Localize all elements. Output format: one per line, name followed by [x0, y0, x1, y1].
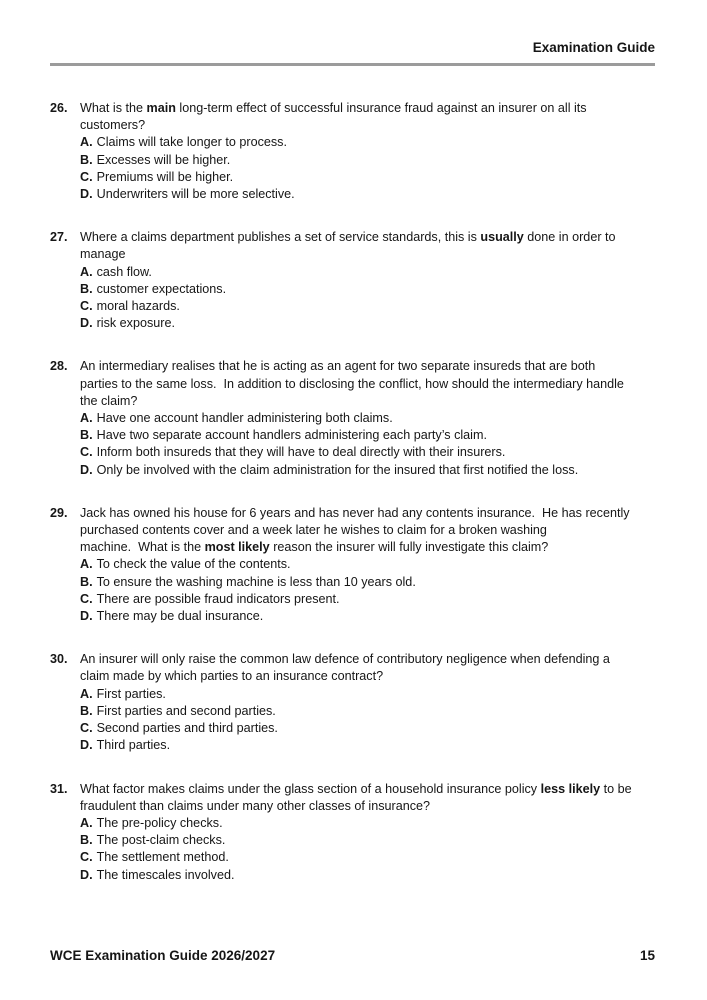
question: [50, 229, 655, 332]
question-text-line: [80, 798, 655, 815]
option-row: [80, 410, 655, 427]
question-text-line: [80, 522, 655, 539]
option-row: [80, 737, 655, 754]
header-title: Examination Guide: [532, 40, 655, 55]
option-letter: B.: [80, 428, 93, 443]
option-row: [80, 608, 655, 625]
option-letter: A.: [80, 135, 93, 150]
question: [50, 651, 655, 754]
question-text-segment: An insurer will only raise the common law defence of contributory negligence when defending a: [80, 652, 610, 667]
option-text: First parties.: [96, 686, 166, 701]
option-row: [80, 832, 655, 849]
option-text: There are possible fraud indicators present.: [96, 591, 340, 606]
option-letter: B.: [80, 281, 93, 296]
option-letter: C.: [80, 299, 93, 314]
option-row: [80, 186, 655, 203]
option-row: [80, 849, 655, 866]
option-text: The post-claim checks.: [96, 833, 226, 848]
option-text: To ensure the washing machine is less than 10 years old.: [96, 574, 416, 589]
questions: [50, 100, 655, 884]
option-text: Excesses will be higher.: [96, 152, 231, 167]
question-text-segment: What is the: [80, 101, 147, 115]
option-text: There may be dual insurance.: [96, 609, 264, 624]
option-row: [80, 169, 655, 186]
question-text-segment: done in order to: [523, 230, 616, 245]
question-text-segment: Where a claims department publishes a set of service standards, this is: [80, 230, 481, 245]
option-letter: C.: [80, 169, 93, 184]
footer-text: WCE Examination Guide 2026/2027: [50, 948, 276, 963]
question-text-segment: most likely: [204, 540, 270, 555]
option-letter: A.: [80, 411, 93, 426]
option-text: customer expectations.: [96, 281, 227, 296]
option-text: Third parties.: [96, 738, 171, 753]
question-body: [80, 358, 655, 478]
question-number: 30.: [50, 652, 68, 667]
header-rule-divider: [50, 63, 655, 66]
option-row: [80, 315, 655, 332]
option-letter: D.: [80, 609, 93, 624]
option-text: Claims will take longer to process.: [96, 135, 287, 150]
question-text-line: [80, 393, 655, 410]
question: [50, 358, 655, 478]
question-text-line: [80, 505, 655, 522]
page-number: 15: [639, 948, 655, 963]
question: [50, 100, 655, 203]
question-number: 29.: [50, 505, 68, 520]
option-letter: B.: [80, 574, 93, 589]
question-text-segment: machine. What is the: [80, 540, 205, 555]
option-letter: A.: [80, 264, 93, 279]
question-text-line: [80, 668, 655, 685]
option-text: Underwriters will be more selective.: [96, 187, 295, 202]
question-text-segment: long-term effect of successful insurance fraud against an insurer on all its: [175, 101, 587, 115]
option-row: [80, 444, 655, 461]
question-text-line: [80, 117, 655, 134]
option-letter: C.: [80, 850, 93, 865]
option-row: [80, 867, 655, 884]
page-footer: [50, 948, 655, 963]
question-text-segment: the claim?: [80, 393, 138, 408]
question-number: 31.: [50, 781, 68, 796]
option-row: [80, 574, 655, 591]
option-letter: D.: [80, 462, 93, 477]
option-row: [80, 298, 655, 315]
option-text: Have one account handler administering both claims.: [96, 411, 393, 426]
question-text-segment: customers?: [80, 118, 146, 133]
question-text-line: [80, 100, 655, 117]
question-text-segment: purchased contents cover and a week later he wishes to claim for a broken washing: [80, 523, 547, 538]
question-text-line: [80, 539, 655, 556]
option-row: [80, 720, 655, 737]
option-letter: D.: [80, 187, 93, 202]
question-body: [80, 100, 655, 203]
question-text-segment: parties to the same loss. In addition to disclosing the conflict, how should the intermediary handle: [80, 376, 624, 391]
question-text-segment: manage: [80, 247, 126, 262]
option-row: [80, 591, 655, 608]
option-letter: B.: [80, 703, 93, 718]
question-text-segment: usually: [480, 230, 524, 245]
option-text: The settlement method.: [96, 850, 229, 865]
option-text: risk exposure.: [96, 316, 175, 331]
option-row: [80, 556, 655, 573]
option-row: [80, 703, 655, 720]
question: [50, 781, 655, 884]
option-text: Only be involved with the claim administration for the insured that first notified the loss.: [96, 462, 579, 477]
option-letter: A.: [80, 686, 93, 701]
option-text: To check the value of the contents.: [96, 557, 291, 572]
question-text-segment: An intermediary realises that he is acting as an agent for two separate insureds that are both: [80, 359, 596, 374]
question-number: 26.: [50, 101, 68, 115]
option-row: [80, 134, 655, 151]
option-text: Second parties and third parties.: [96, 721, 278, 736]
question-text-segment: less likely: [540, 781, 601, 796]
question-text-line: [80, 651, 655, 668]
option-text: First parties and second parties.: [96, 703, 276, 718]
question-text-line: [80, 376, 655, 393]
option-letter: A.: [80, 815, 93, 830]
question-body: [80, 651, 655, 754]
option-letter: D.: [80, 316, 93, 331]
option-text: The timescales involved.: [96, 867, 235, 882]
option-letter: D.: [80, 738, 93, 753]
option-row: [80, 152, 655, 169]
option-text: Premiums will be higher.: [96, 169, 234, 184]
question: [50, 505, 655, 625]
option-text: cash flow.: [96, 264, 152, 279]
question-text-line: [80, 781, 655, 798]
option-text: moral hazards.: [96, 299, 180, 314]
option-letter: D.: [80, 867, 93, 882]
option-letter: C.: [80, 445, 93, 460]
question-text-line: [80, 358, 655, 375]
question-text-segment: claim made by which parties to an insurance contract?: [80, 669, 384, 684]
question-text-line: [80, 246, 655, 263]
question-text-segment: to be: [600, 781, 632, 796]
option-row: [80, 264, 655, 281]
option-letter: B.: [80, 152, 93, 167]
question-body: [80, 505, 655, 625]
option-text: Inform both insureds that they will have to deal directly with their insurers.: [96, 445, 506, 460]
question-body: [80, 229, 655, 332]
option-row: [80, 815, 655, 832]
option-row: [80, 686, 655, 703]
option-letter: A.: [80, 557, 93, 572]
question-text-segment: Jack has owned his house for 6 years and has never had any contents insurance. He has recently: [80, 505, 630, 520]
question-number: 28.: [50, 359, 68, 374]
option-row: [80, 462, 655, 479]
option-row: [80, 427, 655, 444]
question-text-segment: main: [146, 101, 176, 115]
option-text: The pre-policy checks.: [96, 815, 223, 830]
question-number: 27.: [50, 230, 68, 245]
option-row: [80, 281, 655, 298]
question-body: [80, 781, 655, 884]
question-text-segment: fraudulent than claims under many other classes of insurance?: [80, 798, 431, 813]
question-text-segment: reason the insurer will fully investigate this claim?: [269, 540, 549, 555]
option-letter: C.: [80, 721, 93, 736]
option-letter: B.: [80, 833, 93, 848]
question-text-segment: What factor makes claims under the glass section of a household insurance policy: [80, 781, 541, 796]
option-letter: C.: [80, 591, 93, 606]
option-text: Have two separate account handlers administering each party’s claim.: [96, 428, 487, 443]
question-text-line: [80, 229, 655, 246]
